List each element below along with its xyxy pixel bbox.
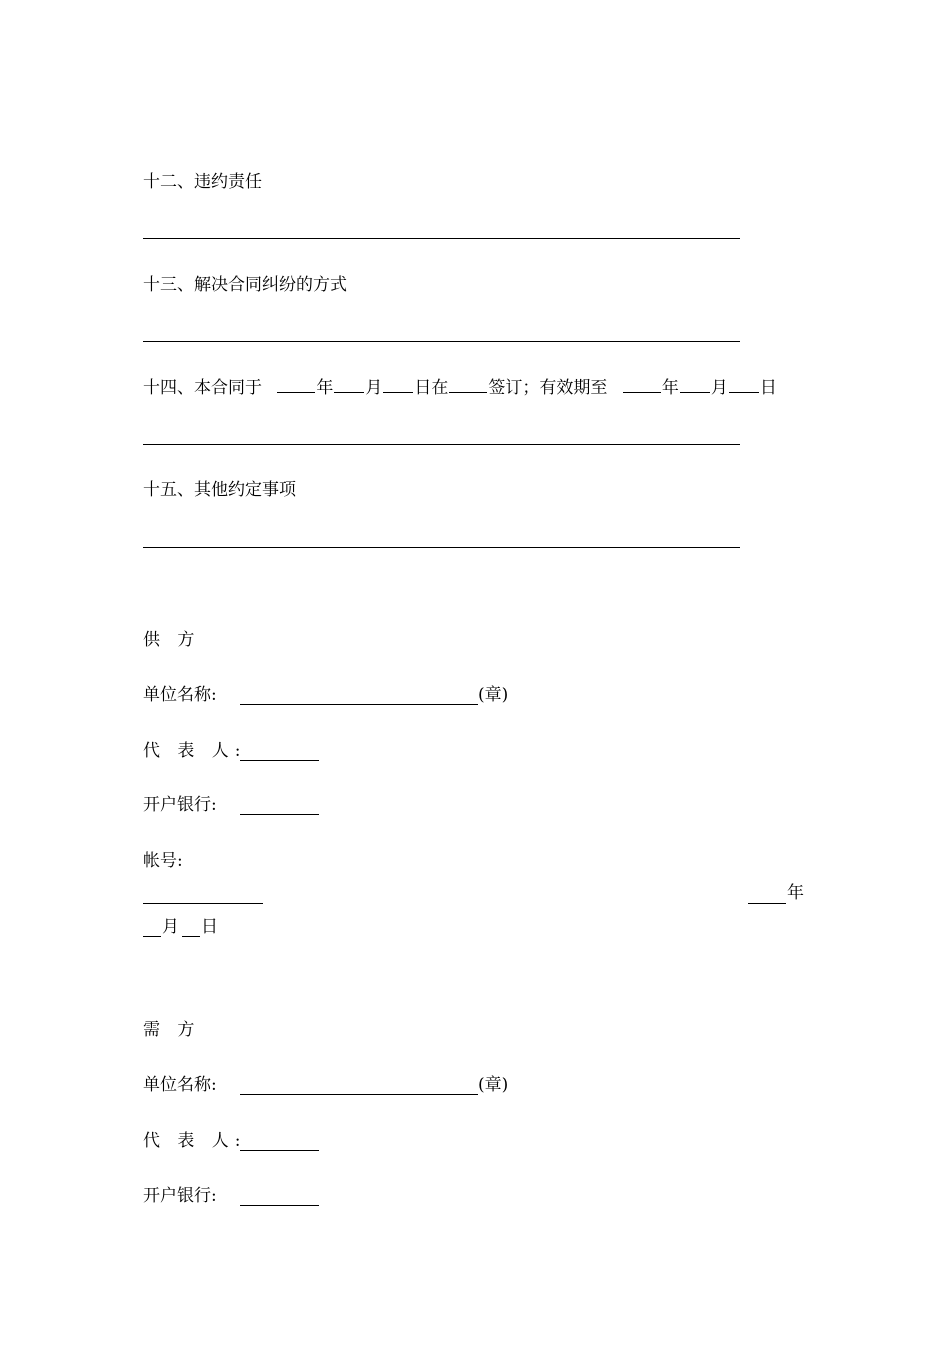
sign-month-label: 月 [365, 378, 383, 398]
supplier-account-blank[interactable] [143, 903, 263, 904]
supplier-unit-label: 单位名称: [143, 685, 217, 705]
supplier-rep-label: 代 表 人: [143, 741, 247, 761]
valid-day-blank[interactable] [729, 391, 759, 393]
section-14-blank-line[interactable] [143, 444, 740, 445]
buyer-bank-blank[interactable] [240, 1205, 319, 1206]
sign-month-blank[interactable] [334, 391, 364, 393]
supplier-date-year-blank[interactable] [748, 903, 786, 904]
buyer-bank-label: 开户银行: [143, 1186, 217, 1206]
supplier-date-month-blank[interactable] [143, 936, 161, 937]
section-13-blank-line[interactable] [143, 341, 740, 342]
sign-day-at-label: 日在 [414, 378, 449, 398]
section-12-blank-line[interactable] [143, 238, 740, 239]
valid-day-label: 日 [759, 378, 777, 398]
section-15-heading: 十五、其他约定事项 [143, 480, 296, 500]
section-14-line [143, 380, 777, 397]
sign-day-blank[interactable] [383, 391, 413, 393]
section-12-heading: 十二、违约责任 [143, 172, 262, 192]
supplier-bank-blank[interactable] [240, 814, 319, 815]
supplier-date-day-label: 日 [201, 917, 218, 937]
sign-year-blank[interactable] [277, 391, 315, 393]
section-13-heading: 十三、解决合同纠纷的方式 [143, 275, 347, 295]
valid-year-label: 年 [661, 378, 679, 398]
buyer-rep-label: 代 表 人: [143, 1131, 247, 1151]
section-14-prefix: 十四、本合同于 [143, 378, 262, 398]
supplier-date-day-blank[interactable] [182, 936, 200, 937]
valid-month-label: 月 [710, 378, 728, 398]
buyer-seal-label: (章) [478, 1075, 509, 1095]
supplier-unit-name-blank[interactable] [240, 704, 478, 705]
buyer-heading: 需 方 [143, 1020, 201, 1040]
buyer-unit-label: 单位名称: [143, 1075, 217, 1095]
supplier-rep-blank[interactable] [240, 760, 319, 761]
supplier-date-year-label: 年 [787, 883, 804, 903]
supplier-seal-label: (章) [478, 685, 509, 705]
supplier-heading: 供 方 [143, 630, 201, 650]
signed-valid-until-label: 签订；有效期至 [488, 378, 608, 398]
buyer-unit-name-blank[interactable] [240, 1094, 478, 1095]
sign-place-blank[interactable] [449, 391, 487, 393]
valid-month-blank[interactable] [680, 391, 710, 393]
section-15-blank-line[interactable] [143, 547, 740, 548]
supplier-bank-label: 开户银行: [143, 795, 217, 815]
valid-year-blank[interactable] [623, 391, 661, 393]
sign-year-label: 年 [316, 378, 334, 398]
supplier-date-month-label: 月 [162, 917, 179, 937]
supplier-account-label: 帐号: [143, 851, 183, 871]
buyer-rep-blank[interactable] [240, 1150, 319, 1151]
